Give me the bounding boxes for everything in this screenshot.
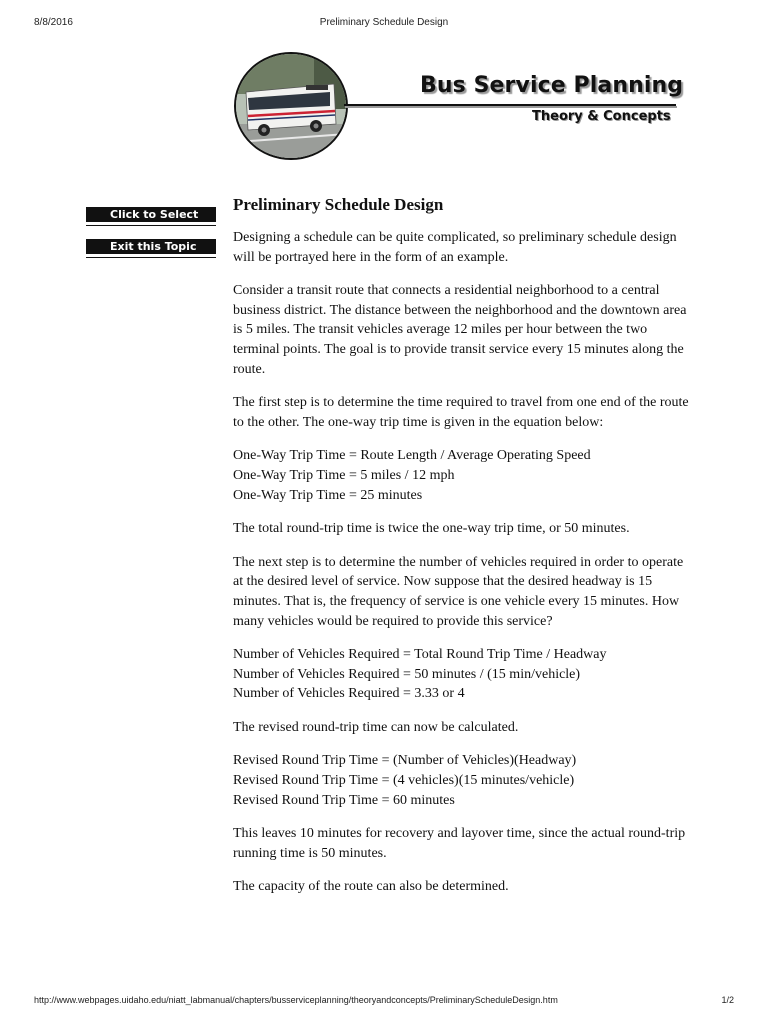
banner-title: Bus Service Planning: [420, 73, 684, 98]
print-page-title: Preliminary Schedule Design: [319, 17, 449, 28]
paragraph-intro: Designing a schedule can be quite complicated, so preliminary schedule design will be portrayed here in the form of an example.: [233, 230, 677, 265]
bus-photo-logo: [234, 52, 348, 160]
paragraph-round-trip: The total round-trip time is twice the one-way trip time, or 50 minutes.: [233, 521, 630, 537]
paragraph-capacity: The capacity of the route can also be determined.: [233, 879, 509, 895]
banner-subtitle: Theory & Concepts: [532, 109, 671, 124]
paragraph-first-step: The first step is to determine the time required to travel from one end of the route to the other. The one-way trip time is given in the equation below:: [233, 395, 689, 430]
print-header: [0, 17, 768, 31]
sidebar-divider: [86, 225, 216, 226]
paragraph-layover: This leaves 10 minutes for recovery and layover time, since the actual round-trip running time is 50 minutes.: [233, 826, 686, 861]
paragraph-route: Consider a transit route that connects a residential neighborhood to a central business district. The distance between the neighborhood and the downtown area is 5 miles. The transit vehicles average 12 miles per hour between the two terminal points. The goal is to provide transit service every 15 minutes along the route.: [233, 283, 687, 377]
equation-line: Number of Vehicles Required = Total Round Trip Time / Headway: [233, 647, 607, 663]
article-content: [233, 195, 689, 911]
paragraph-next-step: The next step is to determine the number of vehicles required in order to operate at the desired level of service. Now suppose that the desired headway is 15 minutes. That is, the frequency of service is one vehicle every 15 minutes. How many vehicles would be required to provide this service?: [233, 554, 684, 629]
equation-line: Revised Round Trip Time = (4 vehicles)(15 minutes/vehicle): [233, 773, 575, 789]
site-banner: [234, 52, 684, 162]
equation-line: Revised Round Trip Time = 60 minutes: [233, 792, 455, 808]
bus-image: [236, 54, 346, 158]
equation-line: One-Way Trip Time = Route Length / Average Operating Speed: [233, 448, 591, 464]
equation-one-way-trip: [233, 446, 689, 505]
equation-line: Number of Vehicles Required = 50 minutes / (15 min/vehicle): [233, 666, 581, 682]
page-title: Preliminary Schedule Design: [233, 195, 444, 214]
exit-topic-button[interactable]: Exit this Topic: [86, 239, 216, 254]
page-url: http://www.webpages.uidaho.edu/niatt_labmanual/chapters/busserviceplanning/theoryandconcepts/PreliminaryScheduleDesign.htm: [34, 995, 558, 1005]
banner-rule: [344, 104, 676, 106]
page-number: 1/2: [721, 995, 734, 1005]
equation-line: One-Way Trip Time = 25 minutes: [233, 487, 423, 503]
equation-line: Number of Vehicles Required = 3.33 or 4: [233, 686, 465, 702]
equation-line: One-Way Trip Time = 5 miles / 12 mph: [233, 467, 455, 483]
sidebar-divider: [86, 257, 216, 258]
equation-line: Revised Round Trip Time = (Number of Vehicles)(Headway): [233, 753, 577, 769]
print-date: 8/8/2016: [34, 17, 73, 28]
print-footer: [0, 995, 768, 1009]
equation-revised-round-trip: [233, 751, 689, 810]
click-to-select-button[interactable]: Click to Select: [86, 207, 216, 222]
paragraph-revised: The revised round-trip time can now be calculated.: [233, 719, 519, 735]
equation-vehicles: [233, 645, 689, 704]
